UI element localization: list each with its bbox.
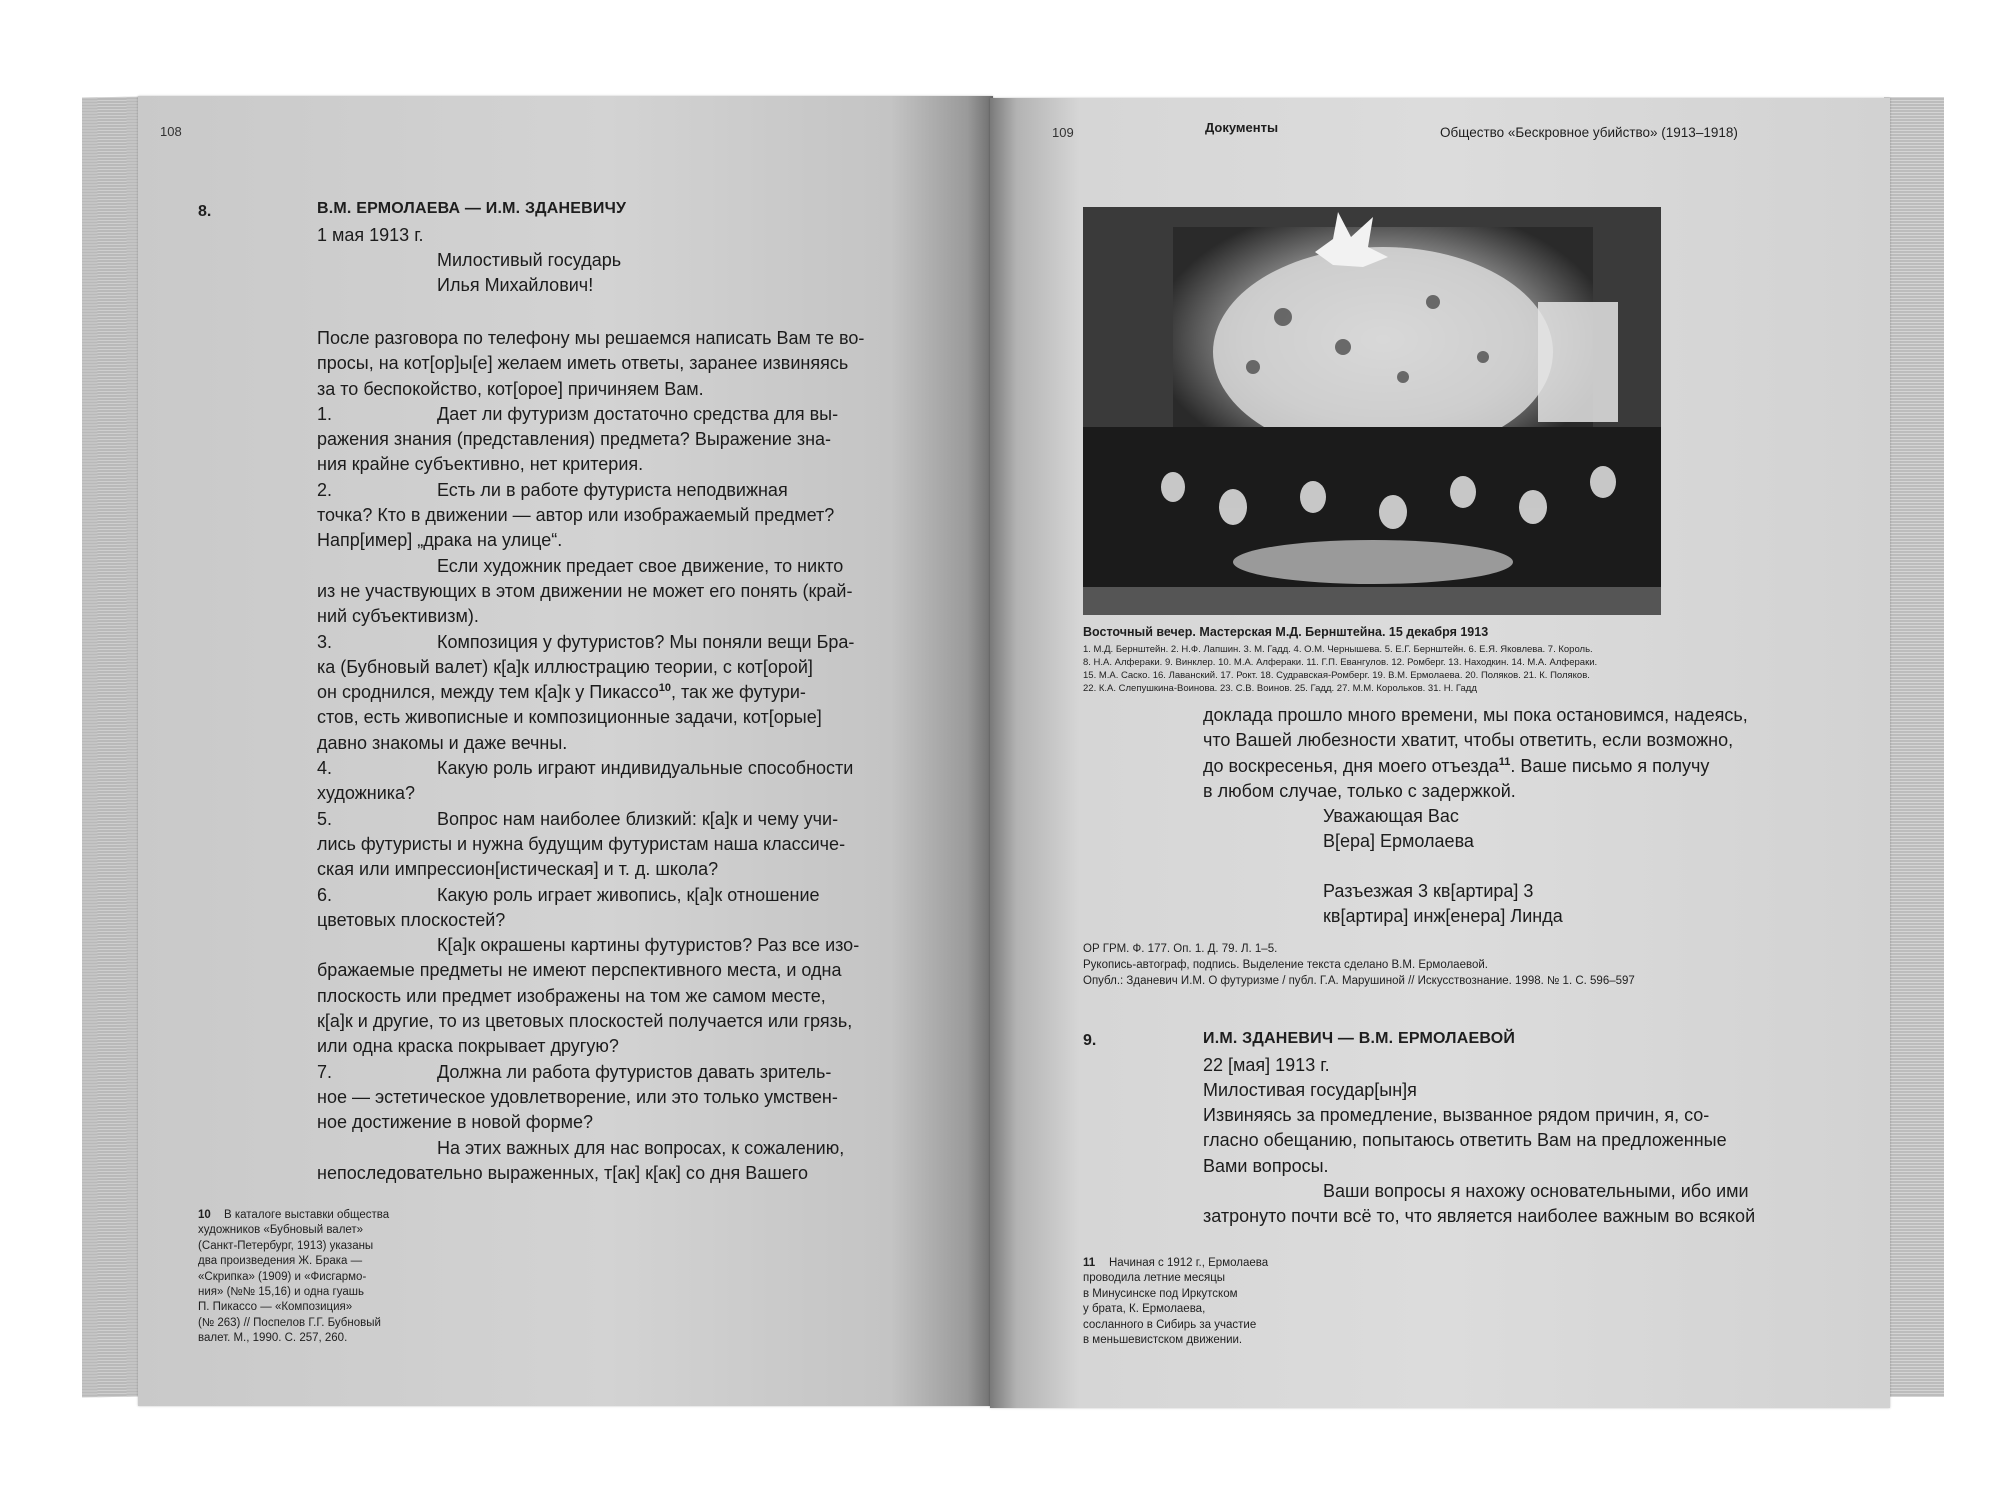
body-line — [317, 655, 917, 680]
body-line — [317, 1034, 917, 1059]
body-line-text: цветовых плоскостей? — [317, 909, 506, 930]
footnote-line: ния» (№№ 15,16) и одна гуашь — [198, 1286, 364, 1299]
body-line — [317, 326, 917, 351]
footnote-line: Начиная с 1912 г., Ермолаева — [1109, 1257, 1269, 1269]
body-line — [317, 883, 917, 908]
body-line — [317, 781, 917, 806]
body-line-text: непоследовательно выраженных, т[ак] к[ак] со дня Вашего — [317, 1162, 808, 1183]
body-line: гласно обещанию, попытаюсь ответить Вам на предложенные — [1203, 1130, 1727, 1151]
body-line: Ваши вопросы я нахожу основательными, ибо ими — [1323, 1180, 1749, 1201]
body-line — [317, 554, 917, 579]
body-line-text: доклада прошло много времени, мы пока остановимся, надеясь, — [1203, 705, 1748, 725]
signoff-line-1: Уважающая Вас — [1323, 806, 1459, 826]
body-line-text: , так же футури- — [671, 682, 806, 703]
page-stack-left — [82, 96, 142, 1397]
photo-illustration — [1083, 207, 1661, 615]
address-line-1: Разъезжая 3 кв[артира] 3 — [1323, 881, 1534, 901]
body-line — [317, 528, 917, 553]
footnote-line: два произведения Ж. Брака — — [198, 1255, 363, 1268]
photo-caption — [1083, 643, 1597, 695]
body-line-text: ния крайне субъективно, нет критерия. — [317, 454, 644, 475]
body-line-text: стов, есть живописные и композиционные задачи, кот[орые] — [317, 707, 822, 728]
body-line-text: бражаемые предметы не имеют перспективного места, и одна — [317, 960, 842, 981]
body-line-text: ное достижение в новой форме? — [317, 1112, 594, 1133]
body-line-text: 4. — [317, 758, 333, 779]
body-line-text: Напр[имер] „драка на улице“. — [317, 530, 563, 551]
doc-number-9: 9. — [1083, 1032, 1097, 1049]
body-line-text: 5. — [317, 808, 333, 829]
body-line — [317, 1085, 917, 1110]
letter-body-8 — [317, 326, 917, 1186]
signoff-line-2: В[ера] Ермолаева — [1323, 831, 1474, 851]
footnote-number-11: 11 — [1083, 1257, 1096, 1269]
letter-date-9: 22 [мая] 1913 г. — [1203, 1055, 1330, 1075]
footnote-11 — [1083, 1256, 1268, 1348]
body-line-text: Дает ли футуризм достаточно средства для вы- — [437, 403, 839, 424]
body-line — [317, 630, 917, 655]
body-line-text: ное — эстетическое удовлетворение, или это только умствен- — [317, 1086, 838, 1107]
body-line — [317, 1009, 917, 1034]
body-line — [317, 427, 917, 452]
running-title: Общество «Бескровное убийство» (1913–1918) — [1440, 125, 1738, 140]
body-line — [317, 705, 917, 730]
body-line-text: что Вашей любезности хватит, чтобы ответить, если возможно, — [1203, 730, 1734, 751]
footnote-line: «Скрипка» (1909) и «Фисгармо- — [198, 1270, 367, 1283]
body-line-text: Композиция у футуристов? Мы поняли вещи Бра- — [437, 631, 855, 652]
body-line: Извиняясь за промедление, вызванное рядом причин, я, со- — [1203, 1105, 1710, 1125]
body-line — [317, 933, 917, 958]
body-line-text: Есть ли в работе футуриста неподвижная — [437, 479, 788, 500]
body-line-text: На этих важных для нас вопросах, к сожалению, — [437, 1137, 845, 1158]
footnote-line: валет. М., 1990. С. 257, 260. — [198, 1332, 348, 1345]
body-line — [317, 680, 917, 705]
footnote-10 — [198, 1208, 389, 1347]
body-line — [317, 452, 917, 477]
photo-caption-title: Восточный вечер. Мастерская М.Д. Бернштейна. 15 декабря 1913 — [1083, 625, 1489, 639]
body-line-text: из не участвующих в этом движении не может его понять (край- — [317, 580, 853, 601]
body-line — [317, 1110, 917, 1135]
body-line-text: Должна ли работа футуристов давать зритель- — [437, 1061, 832, 1082]
source-line: ОР ГРМ. Ф. 177. Оп. 1. Д. 79. Л. 1–5. — [1083, 943, 1278, 955]
body-line-text: . Ваше письмо я получу — [1510, 755, 1710, 776]
footnote-line: П. Пикассо — «Композиция» — [198, 1301, 353, 1314]
footnote-line: сосланного в Сибирь за участие — [1083, 1318, 1257, 1331]
body-line — [317, 756, 917, 781]
footnote-line: проводила летние месяцы — [1083, 1272, 1226, 1285]
caption-line: 1. М.Д. Бернштейн. 2. Н.Ф. Лапшин. 3. М. Гадд. 4. О.М. Чернышева. 5. Е.Г. Бернштейн. 6. Е.Я. Яковлева. 7. Король. — [1083, 644, 1593, 655]
body-line — [1203, 728, 1748, 753]
body-line-text: 2. — [317, 479, 333, 500]
body-line-text: Если художник предает свое движение, то никто — [437, 555, 844, 576]
body-line-text: Какую роль играют индивидуальные способности — [437, 758, 854, 779]
address-line-2: кв[артира] инж[енера] Линда — [1323, 906, 1563, 926]
body-line — [317, 478, 917, 503]
footnote-line: в Минусинске под Иркутском — [1083, 1287, 1238, 1300]
body-line-text: ний субъективизм). — [317, 606, 479, 627]
body-line — [317, 1161, 917, 1186]
body-line-text: 1. — [317, 403, 333, 424]
salutation-line-2: Илья Михайлович! — [437, 275, 594, 295]
archival-photo — [1083, 207, 1661, 615]
footnote-ref-11: 11 — [1498, 755, 1511, 768]
body-line-text: художника? — [317, 783, 416, 804]
body-line — [317, 857, 917, 882]
footnote-line: в меньшевистском движении. — [1083, 1334, 1243, 1347]
body-line: Вами вопросы. — [1203, 1155, 1329, 1176]
body-line-text: ка (Бубновый валет) к[а]к иллюстрацию теории, с кот[орой] — [317, 656, 813, 677]
body-line-text: После разговора по телефону мы решаемся написать Вам те во- — [317, 328, 865, 348]
body-line-text: 7. — [317, 1061, 333, 1082]
footnote-line: (№ 263) // Поспелов Г.Г. Бубновый — [198, 1316, 381, 1329]
body-line-text: ская или импрессион[истическая] и т. д. школа? — [317, 859, 719, 880]
body-line — [1203, 754, 1748, 779]
body-line — [317, 832, 917, 857]
body-line — [317, 908, 917, 933]
page-number-right: 109 — [1052, 125, 1074, 140]
source-line: Опубл.: Зданевич И.М. О футуризме / публ. Г.А. Марушиной // Искусствознание. 1998. № 1. С. 596–597 — [1083, 975, 1635, 987]
body-line — [317, 984, 917, 1009]
body-line — [317, 807, 917, 832]
caption-line: 22. К.А. Слепушкина-Воинова. 23. С.В. Воинов. 25. Гадд. 27. М.М. Корольков. 31. Н. Гадд — [1083, 683, 1477, 694]
body-line-text: ражения знания (представления) предмета? Выражение зна- — [317, 429, 832, 450]
footnote-number-10: 10 — [198, 1209, 211, 1221]
body-line — [317, 402, 917, 427]
letter-heading-8: В.М. ЕРМОЛАЕВА — И.М. ЗДАНЕВИЧУ — [317, 200, 627, 217]
body-line-text: он сроднился, между тем к[а]к у Пикассо — [317, 682, 659, 703]
body-line — [317, 1136, 917, 1161]
letter-8-continuation — [1203, 703, 1748, 804]
body-line — [1203, 703, 1748, 728]
body-line — [317, 351, 917, 376]
caption-line: 15. М.А. Сaско. 16. Лаванский. 17. Рокт. 18. Судравская-Ромберг. 19. В.М. Ермолаева. 20. Поляков. 21. К. Поляков. — [1083, 670, 1590, 681]
letter-body-9 — [1203, 1103, 1755, 1229]
salutation-9: Милостивая государ[ын]я — [1203, 1080, 1417, 1100]
body-line-text: в любом случае, только с задержкой. — [1203, 780, 1516, 801]
body-line: затронуто почти всё то, что является наиболее важным во всякой — [1203, 1206, 1756, 1227]
body-line — [317, 503, 917, 528]
page-stack-right — [1884, 97, 1944, 1397]
body-line-text: к[а]к и другие, то из цветовых плоскостей получается или грязь, — [317, 1011, 853, 1032]
page-number-left: 108 — [160, 124, 182, 139]
salutation-line-1: Милостивый государь — [437, 250, 622, 270]
body-line-text: 6. — [317, 884, 333, 905]
section-title: Документы — [1205, 120, 1279, 135]
footnote-line: у брата, К. Ермолаева, — [1083, 1303, 1206, 1316]
body-line-text: просы, на кот[ор]ы[е] желаем иметь ответы, заранее извиняясь — [317, 353, 849, 374]
body-line-text: 3. — [317, 631, 333, 652]
footnote-line: (Санкт-Петербург, 1913) указаны — [198, 1239, 374, 1252]
body-line — [317, 579, 917, 604]
body-line — [317, 1060, 917, 1085]
body-line-text: за то беспокойство, кот[орое] причиняем Вам. — [317, 378, 704, 399]
body-line — [1203, 779, 1748, 804]
body-line-text: лись футуристы и нужна будущим футуристам наша классиче- — [317, 833, 846, 854]
archive-source — [1083, 941, 1635, 989]
doc-number-8: 8. — [198, 203, 212, 220]
body-line-text: Вопрос нам наиболее близкий: к[а]к и чему учи- — [437, 808, 839, 829]
letter-heading-9: И.М. ЗДАНЕВИЧ — В.М. ЕРМОЛАЕВОЙ — [1203, 1030, 1516, 1047]
body-line-text: К[а]к окрашены картины футуристов? Раз все изо- — [437, 935, 860, 956]
body-line — [317, 377, 917, 402]
body-line-text: плоскость или предмет изображены на том же самом месте, — [317, 985, 826, 1006]
body-line-text: Какую роль играет живопись, к[а]к отношение — [437, 884, 820, 905]
footnote-line: художников «Бубновый валет» — [198, 1224, 364, 1237]
body-line-text: точка? Кто в движении — автор или изображаемый предмет? — [317, 505, 835, 526]
body-line — [317, 731, 917, 756]
source-line: Рукопись-автограф, подпись. Выделение текста сделано В.М. Ермолаевой. — [1083, 959, 1488, 971]
caption-line: 8. Н.А. Алферaки. 9. Винклер. 10. М.А. Алферaки. 11. Г.П. Евангулов. 12. Ромберг. 13. Находкин. 14. М.А. Алферaки. — [1083, 657, 1598, 668]
letter-date-8: 1 мая 1913 г. — [317, 225, 424, 245]
footnote-ref-10: 10 — [658, 682, 671, 695]
body-line-text: до воскресенья, дня моего отъезда — [1203, 755, 1499, 776]
body-line-text: или одна краска покрывает другую? — [317, 1036, 619, 1057]
body-line — [317, 958, 917, 983]
body-line-text: давно знакомы и даже вечны. — [317, 732, 568, 753]
body-line — [317, 604, 917, 629]
footnote-line: В каталоге выставки общества — [224, 1209, 390, 1221]
